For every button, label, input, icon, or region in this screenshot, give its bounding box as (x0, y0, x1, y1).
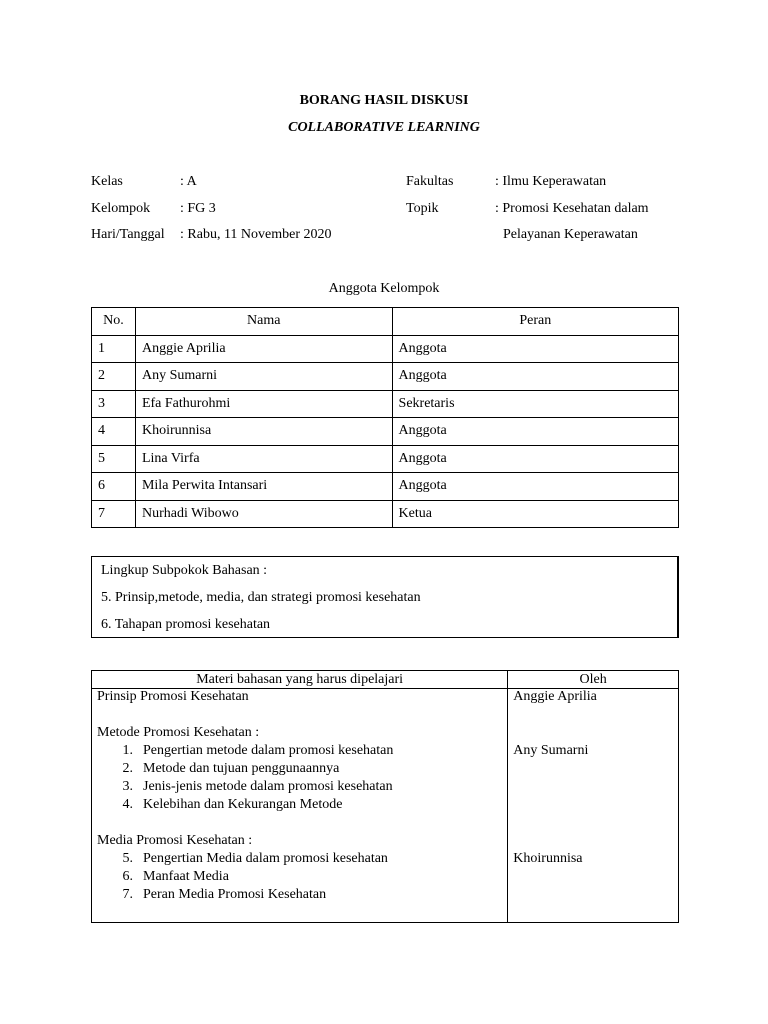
header-peran: Peran (392, 308, 678, 336)
list-number: 7. (122, 887, 133, 902)
kelompok-value: : FG 3 (180, 201, 216, 216)
member-name: Khoirunnisa (135, 418, 392, 446)
member-name: Any Sumarni (135, 363, 392, 391)
member-role: Anggota (392, 418, 678, 446)
scope-heading: Lingkup Subpokok Bahasan : (101, 563, 268, 578)
member-role: Anggota (392, 445, 678, 473)
header-nama: Nama (135, 308, 392, 336)
hari-label: Hari/Tanggal (91, 227, 165, 242)
prinsip-heading: Prinsip Promosi Kesehatan (97, 689, 249, 704)
materi-header-row (92, 671, 679, 689)
metode-presenter: Any Sumarni (513, 743, 589, 758)
list-text: Jenis-jenis metode dalam promosi kesehatan (143, 779, 393, 794)
table-row (92, 363, 679, 391)
members-caption: Anggota Kelompok (328, 281, 440, 296)
list-text: Peran Media Promosi Kesehatan (143, 887, 327, 902)
list-text: Manfaat Media (143, 869, 229, 884)
member-no: 6 (92, 473, 136, 501)
member-no: 1 (92, 335, 136, 363)
member-no: 7 (92, 500, 136, 528)
member-name: Anggie Aprilia (135, 335, 392, 363)
list-number: 3. (122, 779, 133, 794)
metode-heading: Metode Promosi Kesehatan : (97, 725, 260, 740)
kelas-value: : A (180, 174, 197, 189)
list-text: Pengertian metode dalam promosi kesehatan (143, 743, 394, 758)
media-presenter: Khoirunnisa (513, 851, 583, 866)
header-oleh: Oleh (508, 671, 679, 689)
table-row (92, 418, 679, 446)
document-subtitle: COLLABORATIVE LEARNING (288, 120, 480, 135)
fakultas-value: : Ilmu Keperawatan (495, 174, 607, 189)
media-heading: Media Promosi Kesehatan : (97, 833, 253, 848)
header-materi: Materi bahasan yang harus dipelajari (92, 671, 508, 689)
table-row (92, 500, 679, 528)
table-row (92, 445, 679, 473)
member-no: 4 (92, 418, 136, 446)
hari-value: : Rabu, 11 November 2020 (180, 227, 332, 242)
kelompok-label: Kelompok (91, 201, 151, 216)
oleh-cell (508, 689, 679, 923)
list-number: 2. (122, 761, 133, 776)
materi-body-row (92, 689, 679, 923)
member-no: 2 (92, 363, 136, 391)
member-no: 5 (92, 445, 136, 473)
list-number: 1. (122, 743, 133, 758)
member-name: Efa Fathurohmi (135, 390, 392, 418)
table-row (92, 473, 679, 501)
table-row (92, 390, 679, 418)
list-number: 4. (122, 797, 133, 812)
list-number: 6. (122, 869, 133, 884)
materi-table (91, 670, 679, 923)
member-role: Anggota (392, 473, 678, 501)
member-role: Ketua (392, 500, 678, 528)
list-text: Pengertian Media dalam promosi kesehatan (143, 851, 388, 866)
member-role: Sekretaris (392, 390, 678, 418)
members-table (91, 307, 679, 528)
header-no: No. (92, 308, 136, 336)
list-text: Metode dan tujuan penggunaannya (143, 761, 340, 776)
topik-value: : Promosi Kesehatan dalam (495, 201, 649, 216)
kelas-label: Kelas (91, 174, 123, 189)
topik-value-continued: Pelayanan Keperawatan (503, 227, 638, 242)
document-title: BORANG HASIL DISKUSI (299, 93, 469, 108)
scope-item: 5. Prinsip,metode, media, dan strategi promosi kesehatan (101, 590, 421, 605)
list-number: 5. (122, 851, 133, 866)
member-name: Lina Virfa (135, 445, 392, 473)
scope-item: 6. Tahapan promosi kesehatan (101, 617, 271, 632)
list-text: Kelebihan dan Kekurangan Metode (143, 797, 343, 812)
member-name: Mila Perwita Intansari (135, 473, 392, 501)
member-name: Nurhadi Wibowo (135, 500, 392, 528)
scope-box (91, 556, 679, 638)
materi-cell (92, 689, 508, 923)
member-role: Anggota (392, 335, 678, 363)
topik-label: Topik (406, 201, 439, 216)
prinsip-presenter: Anggie Aprilia (513, 689, 597, 704)
members-header-row (92, 308, 679, 336)
table-row (92, 335, 679, 363)
fakultas-label: Fakultas (406, 174, 454, 189)
member-role: Anggota (392, 363, 678, 391)
member-no: 3 (92, 390, 136, 418)
